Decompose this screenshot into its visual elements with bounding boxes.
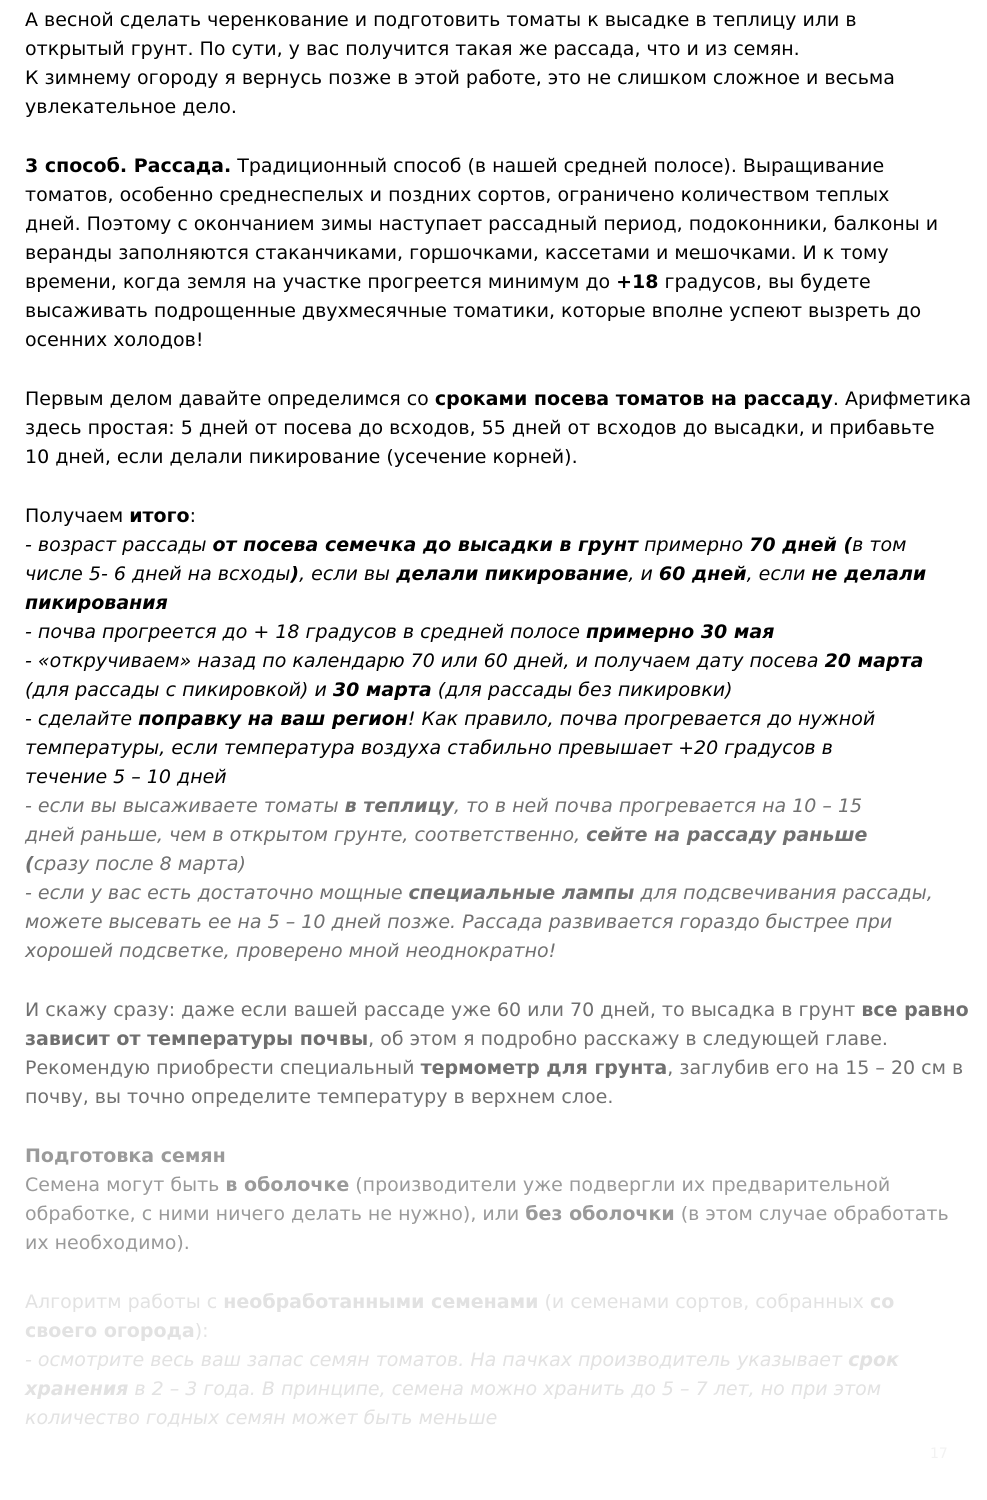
text-line: зависит от температуры почвы, об этом я подробно расскажу в следующей главе. xyxy=(25,1028,888,1050)
list-item: - возраст рассады от посева семечка до высадки в грунт примерно 70 дней (в том xyxy=(25,534,907,556)
text-line: томатов, особенно среднеспелых и поздних сортов, ограничено количеством теплых xyxy=(25,184,890,206)
text-line: обработке, с ними ничего делать не нужно), или без оболочки (в этом случае обработать xyxy=(25,1203,949,1225)
list-item-cont: (для рассады с пикировкой) и 30 марта (для рассады без пикировки) xyxy=(25,679,733,701)
list-item: - сделайте поправку на ваш регион! Как правило, почва прогревается до нужной xyxy=(25,708,876,730)
text-line: И скажу сразу: даже если вашей рассаде уже 60 или 70 дней, то высадка в грунт все равно xyxy=(25,999,969,1021)
text-line: К зимнему огороду я вернусь позже в этой работе, это не слишком сложное и весьма xyxy=(25,67,895,89)
intro-paragraph xyxy=(25,6,965,122)
text-line: Рекомендую приобрести специальный термометр для грунта, заглубив его на 15 – 20 см в xyxy=(25,1057,964,1079)
text-line: их необходимо). xyxy=(25,1232,190,1254)
text-line: Семена могут быть в оболочке (производители уже подвергли их предварительной xyxy=(25,1174,891,1196)
list-item-cont: можете высевать ее на 5 – 10 дней позже. Рассада развивается гораздо быстрее при xyxy=(25,911,893,933)
text-line: открытый грунт. По сути, у вас получится такая же рассада, что и из семян. xyxy=(25,38,800,60)
text-line: увлекательное дело. xyxy=(25,96,237,118)
text-line: почву, вы точно определите температуру в верхнем слое. xyxy=(25,1086,614,1108)
list-item-cont: хранения в 2 – 3 года. В принципе, семена можно хранить до 5 – 7 лет, но при этом xyxy=(25,1378,882,1400)
list-item: - «откручиваем» назад по календарю 70 или 60 дней, и получаем дату посева 20 марта xyxy=(25,650,924,672)
text-line: своего огорода): xyxy=(25,1320,209,1342)
seeds-heading: Подготовка семян xyxy=(25,1145,226,1167)
list-item-cont: хорошей подсветке, проверено мной неоднократно! xyxy=(25,940,557,962)
text-line: дней. Поэтому с окончанием зимы наступает рассадный период, подоконники, балконы и xyxy=(25,213,939,235)
list-item-cont: температуры, если температура воздуха стабильно превышает +20 градусов в xyxy=(25,737,833,759)
list-item-cont: числе 5- 6 дней на всходы), если вы делали пикирование, и 60 дней, если не делали xyxy=(25,563,927,585)
seeds-section xyxy=(25,1142,965,1258)
list-item-cont: количество годных семян может быть меньше xyxy=(25,1407,498,1429)
soil-paragraph xyxy=(25,996,969,1112)
list-item-cont: (сразу после 8 марта) xyxy=(25,853,246,875)
list-item-cont: течение 5 – 10 дней xyxy=(25,766,227,788)
text-line: 3 способ. Рассада. Традиционный способ (в нашей средней полосе). Выращивание xyxy=(25,155,885,177)
method3-heading: 3 способ. Рассада. xyxy=(25,155,232,177)
list-item: - почва прогреется до + 18 градусов в средней полосе примерно 30 мая xyxy=(25,621,775,643)
list-item-cont: пикирования xyxy=(25,592,168,614)
text-line: высаживать подрощенные двухмесячные томатики, которые вполне успеют вызреть до xyxy=(25,300,922,322)
method3-paragraph xyxy=(25,152,965,355)
list-item: - если вы высаживаете томаты в теплицу, то в ней почва прогревается на 10 – 15 xyxy=(25,795,863,817)
result-section xyxy=(25,502,965,966)
text-line: здесь простая: 5 дней от посева до всходов, 55 дней от всходов до высадки, и прибавьте xyxy=(25,417,935,439)
terms-paragraph xyxy=(25,385,972,472)
text-line: 10 дней, если делали пикирование (усечение корней). xyxy=(25,446,578,468)
list-item: - осмотрите весь ваш запас семян томатов. На пачках производитель указывает срок xyxy=(25,1349,899,1371)
list-item: - если у вас есть достаточно мощные специальные лампы для подсвечивания рассады, xyxy=(25,882,933,904)
text-line: Первым делом давайте определимся со сроками посева томатов на рассаду. Арифметика xyxy=(25,388,972,410)
text-line: А весной сделать черенкование и подготовить томаты к высадке в теплицу или в xyxy=(25,9,857,31)
algorithm-section xyxy=(25,1288,965,1433)
text-line: осенних холодов! xyxy=(25,329,204,351)
text-line: времени, когда земля на участке прогреется минимум до +18 градусов, вы будете xyxy=(25,271,871,293)
page-number: 17 xyxy=(930,1446,948,1462)
text-line: веранды заполняются стаканчиками, горшочками, кассетами и мешочками. И к тому xyxy=(25,242,889,264)
text-line: Алгоритм работы с необработанными семенами (и семенами сортов, собранных со xyxy=(25,1291,895,1313)
result-heading: Получаем итого: xyxy=(25,505,196,527)
list-item-cont: дней раньше, чем в открытом грунте, соответственно, сейте на рассаду раньше xyxy=(25,824,868,846)
